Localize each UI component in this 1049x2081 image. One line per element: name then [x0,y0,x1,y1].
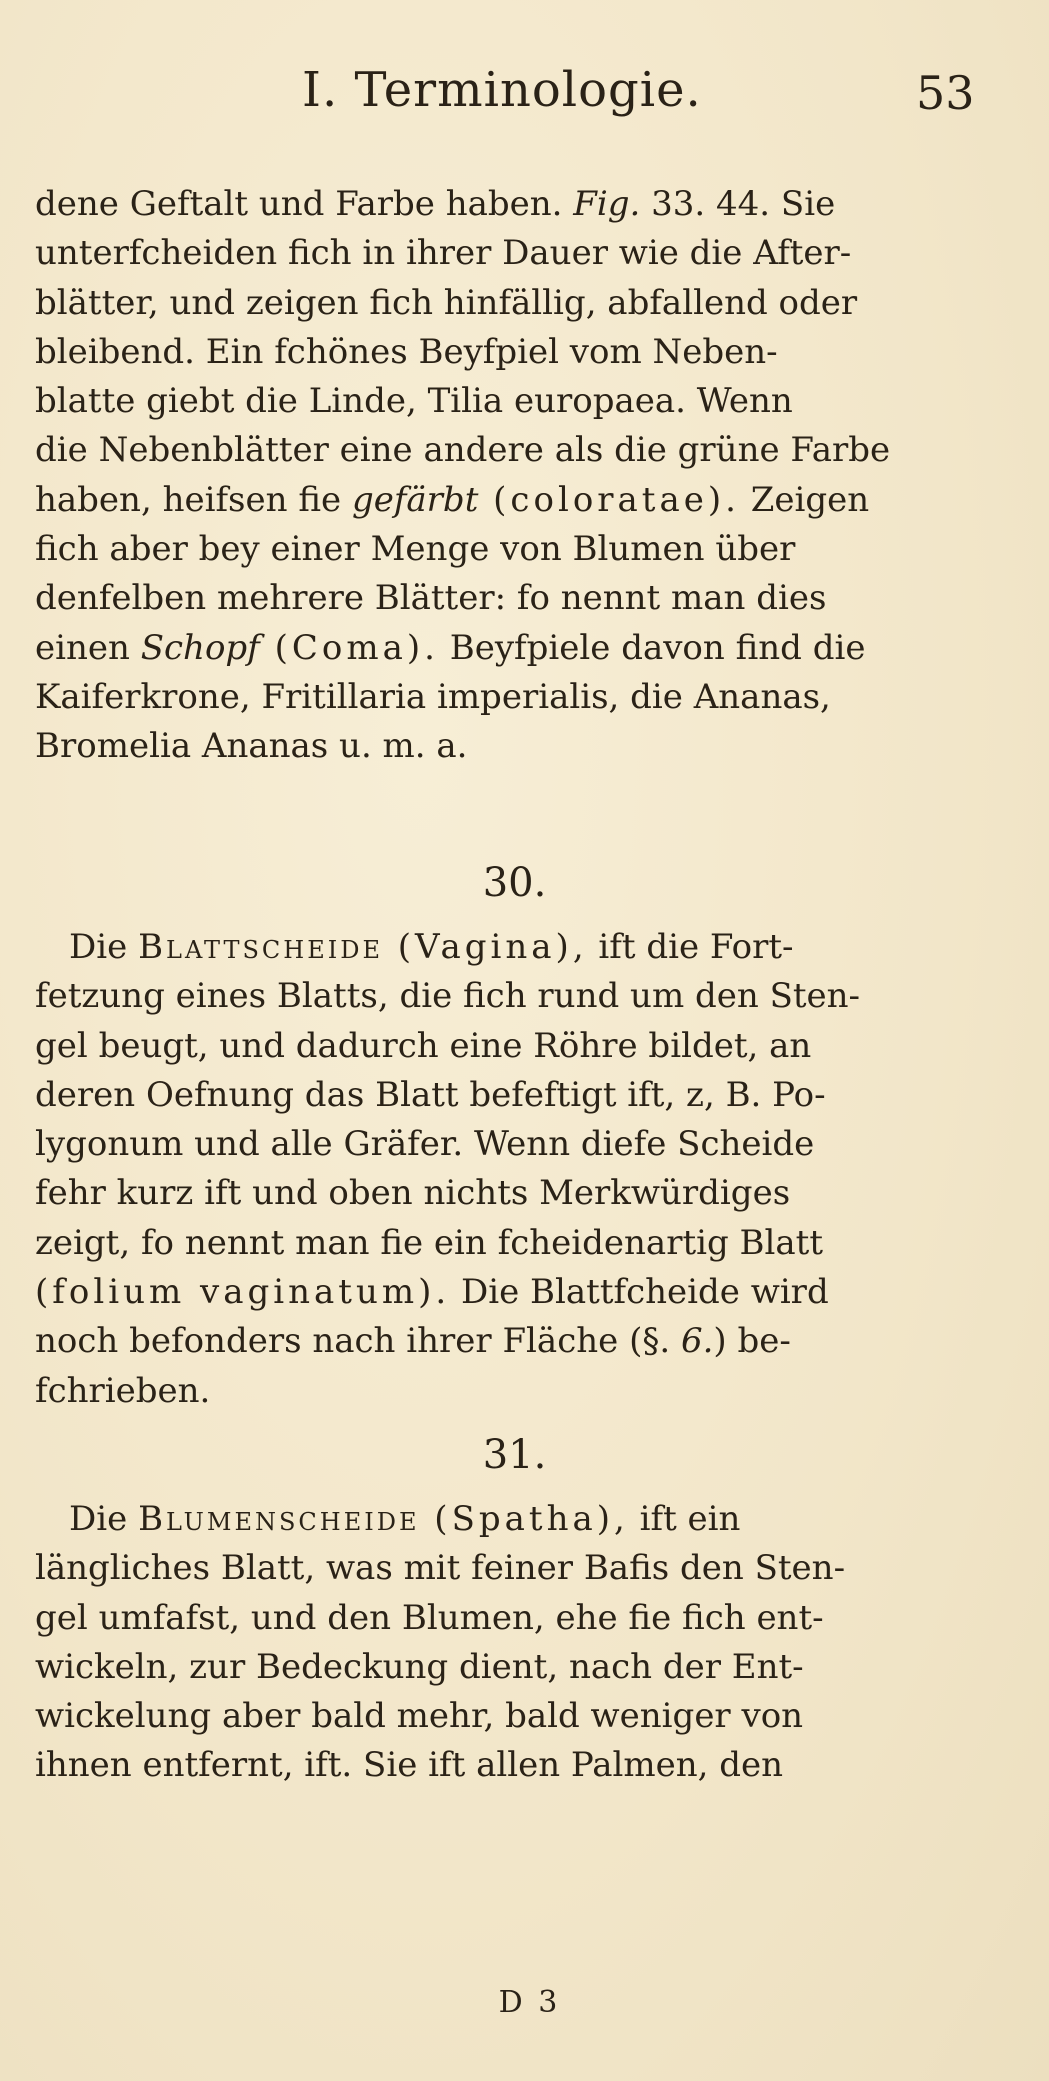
text-line: wickelung aber bald mehr, bald weniger von [35,1696,804,1737]
term-italic: Schopf [140,627,260,668]
text-line: wickeln, zur Bedeckung dient, nach der Ent- [35,1646,804,1687]
text-line: fchrieben. [35,1370,211,1411]
text-line: gel beugt, und dadurch eine Röhre bildet, an [35,1025,812,1066]
text-line: unterfcheiden fich in ihrer Dauer wie die After- [35,233,852,274]
latin-term: (Coma). [259,627,439,668]
page-header [0,62,1049,132]
text-line: lygonum und alle Gräfer. Wenn diefe Scheide [35,1124,815,1165]
section-number-31: 31. [482,1432,547,1478]
text-line: noch befonders nach ihrer Fläche (§. 6.) be- [35,1321,791,1362]
section-term: Blumenscheide [138,1499,420,1539]
text-line: fich aber bey einer Menge von Blumen über [35,529,796,570]
text-line: Kaiferkrone, Fritillaria imperialis, die Ananas, [35,676,831,717]
text-line: ihnen entfernt, ift. Sie ift allen Palmen, den [35,1745,784,1786]
text-line: gel umfafst, und den Blumen, ehe fie fich ent- [35,1597,824,1638]
text-line: denfelben mehrere Blätter: fo nennt man dies [35,578,827,619]
text-line: Bromelia Ananas u. m. a. [35,726,468,767]
text-line: einen Schopf (Coma). Beyfpiele davon find die [35,627,866,668]
latin-term: (Spatha), [419,1499,629,1539]
running-head: I. Terminologie. [302,62,702,118]
text-line: (folium vaginatum). Die Blattfcheide wird [35,1272,829,1313]
text-line: bleibend. Ein fchönes Beyfpiel vom Neben- [35,331,778,372]
text-line: Die Blumenscheide (Spatha), ift ein [69,1499,741,1539]
page-number: 53 [916,66,975,120]
text-line: zeigt, fo nennt man fie ein fcheidenartig Blatt [35,1222,824,1263]
section-term: Blattscheide [138,927,383,967]
signature-mark: D 3 [498,1985,561,2020]
term-italic: gefärbt [351,479,479,520]
text-line: fetzung eines Blatts, die fich rund um den Sten- [35,976,861,1017]
text-line: dene Geftalt und Farbe haben. Fig. 33. 44. Sie [35,184,836,224]
text-line: die Nebenblätter eine andere als die grüne Farbe [35,430,891,471]
latin-term: (folium vaginatum). [35,1272,451,1313]
section-31-paragraph [35,1495,1020,1791]
figure-reference: Fig. [573,184,641,224]
text-line: fehr kurz ift und oben nichts Merkwürdiges [35,1173,791,1214]
text-line: haben, heifsen fie gefärbt (coloratae). Zeigen [35,479,870,520]
text-line: Die Blattscheide (Vagina), ift die Fort- [69,927,794,967]
text-line: blätter, und zeigen fich hinfällig, abfallend oder [35,282,858,323]
text-line: deren Oefnung das Blatt befeftigt ift, z, B. Po- [35,1074,826,1115]
paragraph-continuation [35,180,1020,772]
text-line: längliches Blatt, was mit feiner Bafis den Sten- [35,1548,846,1589]
latin-term: (Vagina), [382,927,588,967]
section-number-30: 30. [482,860,547,906]
text-line: blatte giebt die Linde, Tilia europaea. Wenn [35,381,793,422]
section-30-paragraph [35,923,1020,1416]
latin-term: (coloratae). [478,479,740,520]
